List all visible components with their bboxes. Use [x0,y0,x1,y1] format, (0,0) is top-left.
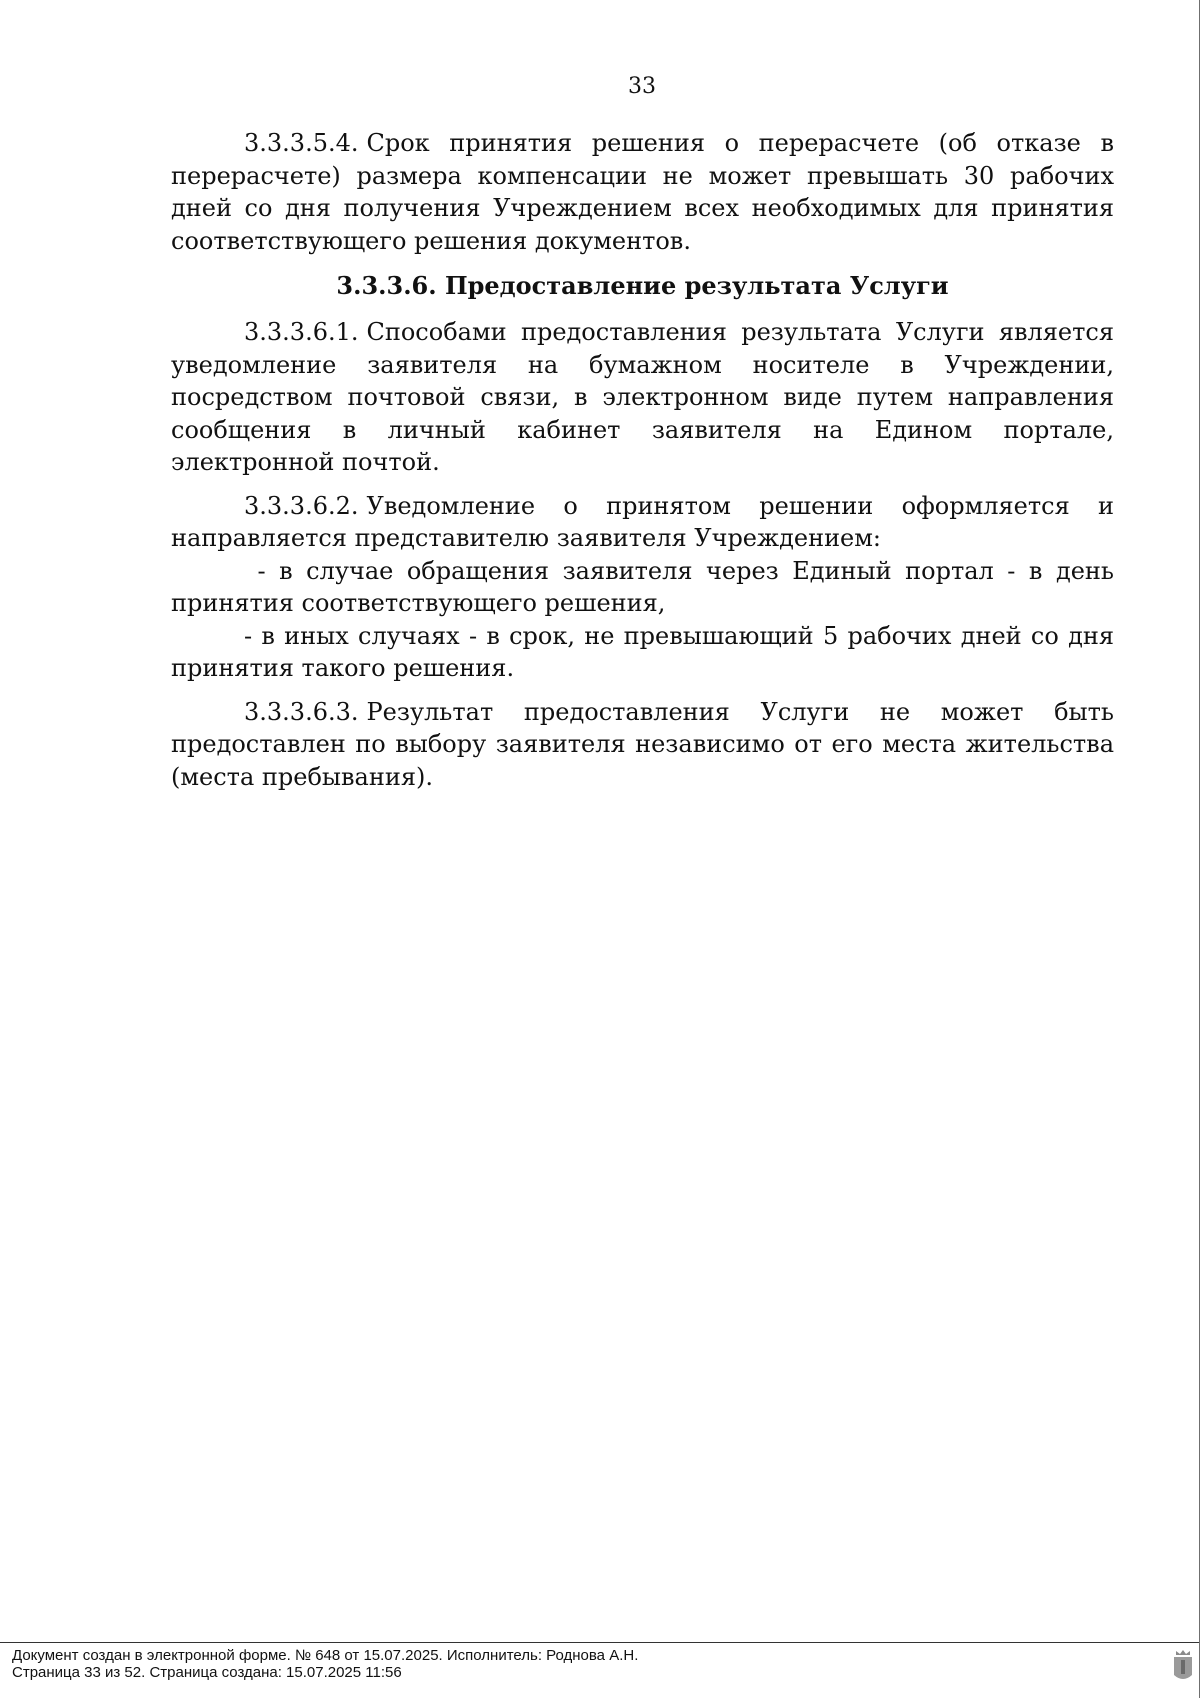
paragraph-3-3-3-6-2 [171,490,1114,555]
section-heading: 3.3.3.6. Предоставление результата Услуги [336,271,949,300]
paragraph-3-3-3-6-1 [171,316,1114,479]
paragraph-number: 3.3.3.5.4. [244,129,359,157]
page-number: 33 [628,74,656,99]
document-footer [12,1647,638,1681]
footer-divider [0,1642,1199,1643]
paragraph-text: Способами предоставления результата Услуги является уведомление заявителя на бумажном носителе в Учреждении, посредством почтовой связи, в электронном виде путем направления сообщения в личный кабинет заявителя на Едином портале, электронной почтой. [171,318,1114,476]
footer-line-1: Документ создан в электронной форме. № 648 от 15.07.2025. Исполнитель: Роднова А.Н. [12,1647,639,1664]
footer-line-2: Страница 33 из 52. Страница создана: 15.07.2025 11:56 [12,1664,402,1681]
paragraph-number: 3.3.3.6.1. [244,318,359,346]
paragraph-number: 3.3.3.6.3. [244,697,359,726]
paragraph-number: 3.3.3.6.2. [244,491,359,520]
document-body [171,127,1122,804]
coat-of-arms-icon [1172,1649,1194,1683]
paragraph-text: Уведомление о принятом решении оформляется и направляется представителю заявителя Учреждением: [171,491,1114,552]
list-item: - в случае обращения заявителя через Единый портал - в день принятия соответствующего решения, [171,556,1122,617]
paragraph-3-3-3-5-4 [171,127,1114,257]
paragraph-text: Результат предоставления Услуги не может быть предоставлен по выбору заявителя независимо от его места жительства (места пребывания). [171,697,1114,791]
paragraph-text: Срок принятия решения о перерасчете (об отказе в перерасчете) размера компенсации не может превышать 30 рабочих дней со дня получения Учреждением всех необходимых для принятия соответствующего решения документов. [171,129,1114,255]
paragraph-3-3-3-6-3 [171,696,1114,794]
list-item: - в иных случаях - в срок, не превышающий 5 рабочих дней со дня принятия такого решения. [171,621,1114,682]
